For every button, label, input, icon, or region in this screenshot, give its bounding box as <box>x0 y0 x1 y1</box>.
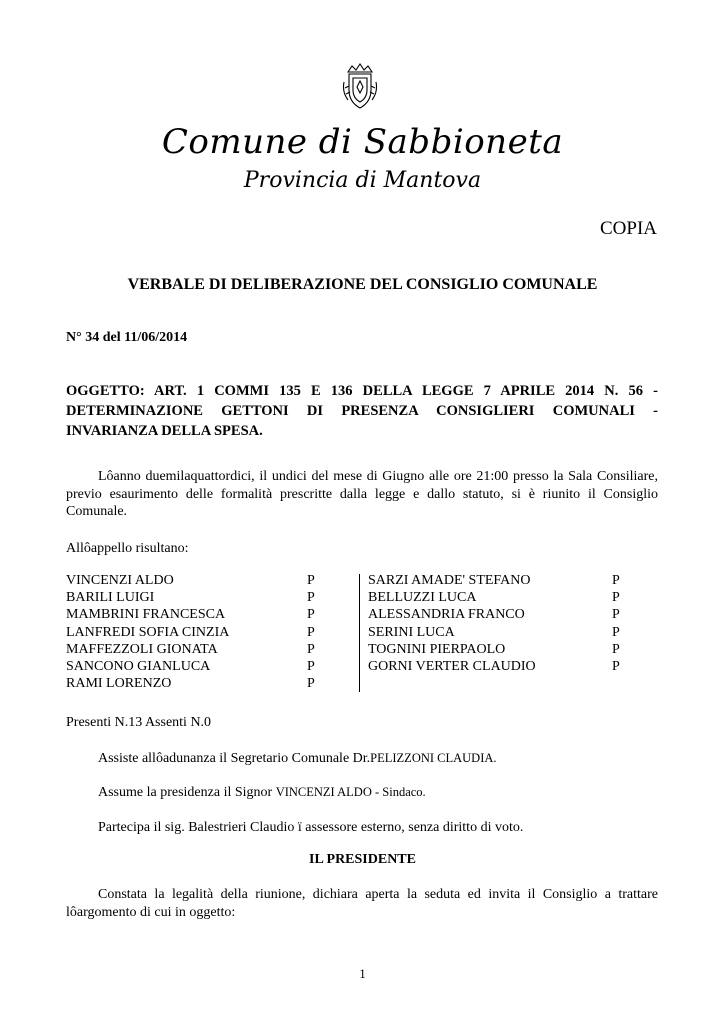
councillor-name: BELLUZZI LUCA <box>368 590 477 606</box>
councillor-name: SARZI AMADE' STEFANO <box>368 573 531 588</box>
attendance-status: P <box>612 658 620 674</box>
councillor-name: MAMBRINI FRANCESCA <box>66 607 226 623</box>
councillor-name: GORNI VERTER CLAUDIO <box>368 658 536 674</box>
attendance-row <box>66 589 326 606</box>
secretary-line <box>98 750 658 768</box>
councillor-name: VINCENZI ALDO <box>66 573 174 588</box>
attendance-row <box>66 606 326 623</box>
subject-paragraph: OGGETTO: ART. 1 COMMI 135 E 136 DELLA LEGGE 7 APRILE 2014 N. 56 - DETERMINAZIONE GETTONI DI PRESENZA CONSIGLIERI COMUNALI - INVARIANZA DELLA SPESA. <box>66 383 658 439</box>
participation-line: Partecipa il sig. Balestrieri Claudio ï assessore esterno, senza diritto di voto. <box>98 820 524 835</box>
page-number: 1 <box>359 966 366 981</box>
attendance-summary: Presenti N.13 Assenti N.0 <box>66 715 212 730</box>
column-divider <box>359 574 360 692</box>
councillor-name: SANCONO GIANLUCA <box>66 658 211 674</box>
councillor-name: SERINI LUCA <box>368 624 455 640</box>
councillor-name: MAFFEZZOLI GIONATA <box>66 641 218 657</box>
copy-label: COPIA <box>599 218 657 239</box>
attendance-status: P <box>612 641 620 657</box>
attendance-row <box>368 606 658 623</box>
intro-paragraph: Lôanno duemilaquattordici, il undici del mese di Giugno alle ore 21:00 presso la Sala Consiliare, previo esaurimento delle formalità prescritte dalla legge e dallo statuto, si è riunito il Consiglio Comunale. <box>66 469 658 519</box>
attendance-right-column <box>368 572 658 675</box>
attendance-status: P <box>307 641 315 657</box>
attendance-status: P <box>612 607 620 623</box>
deliberation-number: N° 34 del 11/06/2014 <box>66 330 188 345</box>
attendance-row <box>66 641 326 658</box>
attendance-status: P <box>307 573 315 588</box>
presidency-name: VINCENZI ALDO - Sindaco. <box>275 785 426 799</box>
attendance-row <box>66 658 326 675</box>
attendance-status: P <box>307 658 315 674</box>
attendance-table <box>66 572 658 696</box>
attendance-row <box>66 675 326 692</box>
attendance-status: P <box>307 590 315 606</box>
attendance-status: P <box>307 676 315 692</box>
councillor-name: LANFREDI SOFIA CINZIA <box>66 624 230 640</box>
secretary-name: PELIZZONI CLAUDIA. <box>370 751 497 765</box>
presidency-prefix: Assume la presidenza il Signor <box>98 785 276 800</box>
province-subtitle: Provincia di Mantova <box>243 168 482 193</box>
attendance-status: P <box>612 624 620 640</box>
councillor-name: TOGNINI PIERPAOLO <box>368 641 506 657</box>
attendance-status: P <box>307 607 315 623</box>
coat-of-arms-icon <box>340 62 380 110</box>
president-heading: IL PRESIDENTE <box>309 852 416 867</box>
attendance-status: P <box>307 624 315 640</box>
municipality-title: Comune di Sabbioneta <box>161 122 564 162</box>
councillor-name: BARILI LUIGI <box>66 590 155 606</box>
councillor-name: ALESSANDRIA FRANCO <box>368 607 525 623</box>
attendance-status: P <box>612 573 620 588</box>
attendance-left-column <box>66 572 326 692</box>
attendance-status: P <box>612 590 620 606</box>
closing-paragraph: Constata la legalità della riunione, dichiara aperta la seduta ed invita il Consiglio a trattare lôargomento di cui in oggetto: <box>66 887 658 920</box>
attendance-row <box>368 572 658 589</box>
secretary-prefix: Assiste allôadunanza il Segretario Comunale Dr. <box>98 751 371 766</box>
presidency-line <box>98 784 658 802</box>
roll-call-label: Allôappello risultano: <box>66 541 189 556</box>
attendance-row <box>368 641 658 658</box>
document-heading: VERBALE DI DELIBERAZIONE DEL CONSIGLIO COMUNALE <box>127 276 598 293</box>
attendance-row <box>368 589 658 606</box>
attendance-row <box>66 624 326 641</box>
attendance-row <box>66 572 326 589</box>
attendance-row <box>368 624 658 641</box>
councillor-name: RAMI LORENZO <box>66 676 172 692</box>
attendance-row <box>368 658 658 675</box>
